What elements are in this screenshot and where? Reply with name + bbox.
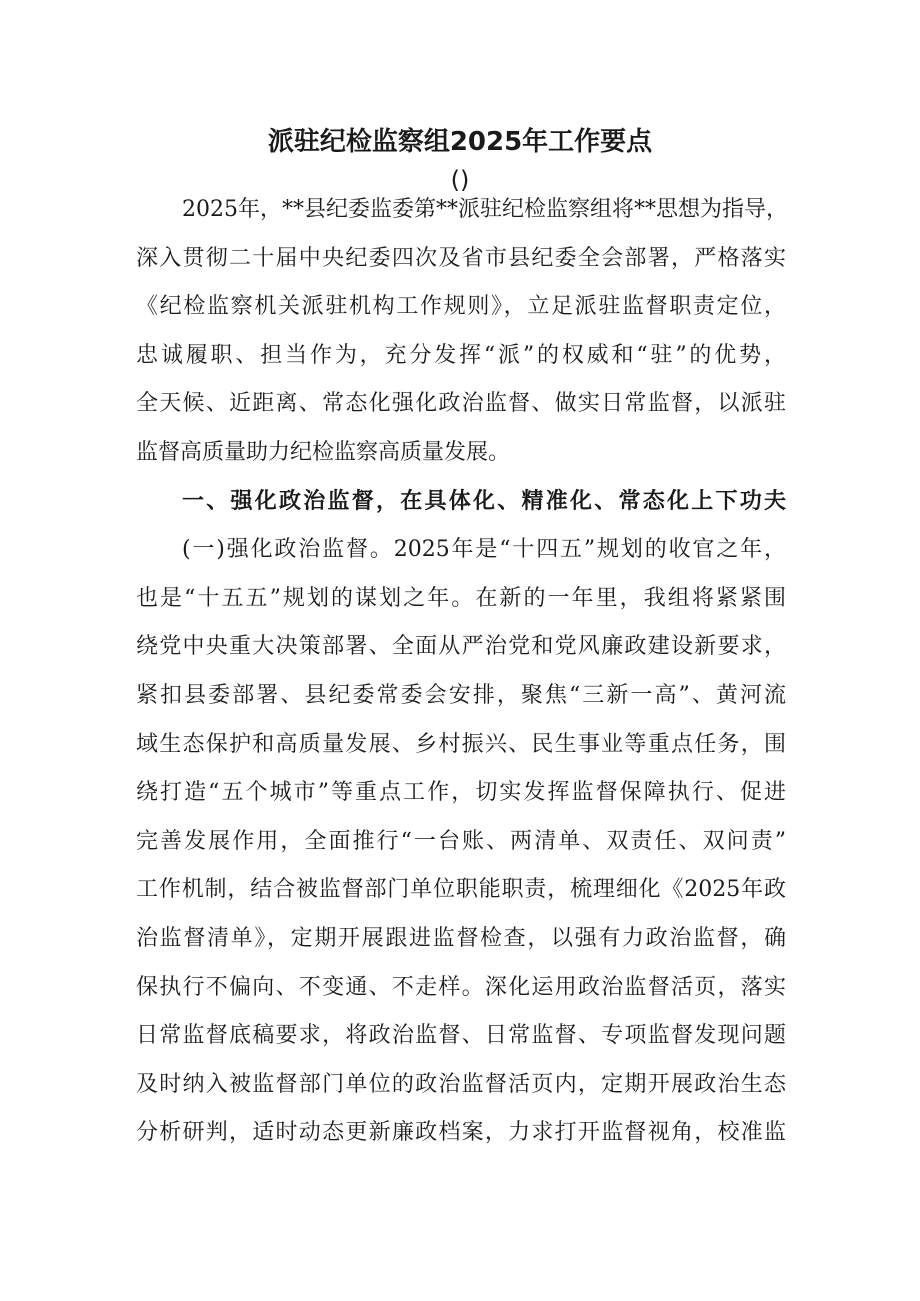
paragraph-line: 治监督清单》，定期开展跟进监督检查，以强有力政治监督，确 (136, 925, 786, 951)
paragraph-line: 也是“十五五”规划的谋划之年。在新的一年里，我组将紧紧围 (136, 585, 786, 611)
section-heading: 一、强化政治监督，在具体化、精准化、常态化上下功夫 (182, 488, 786, 514)
paragraph-line: 日常监督底稿要求，将政治监督、日常监督、专项监督发现问题 (136, 1023, 786, 1049)
paragraph-line: 绕党中央重大决策部署、全面从严治党和党风廉政建设新要求， (136, 634, 786, 660)
paragraph-line: 分析研判，适时动态更新廉政档案，力求打开监督视角，校准监 (136, 1120, 786, 1146)
paragraph-line: 《纪检监察机关派驻机构工作规则》，立足派驻监督职责定位， (136, 294, 786, 320)
paragraph-line: 保执行不偏向、不变通、不走样。深化运用政治监督活页，落实 (136, 974, 786, 1000)
paragraph-line: 忠诚履职、担当作为，充分发挥“派”的权威和“驻”的优势， (136, 342, 786, 368)
paragraph-line: 2025年，**县纪委监委第**派驻纪检监察组将**思想为指导， (182, 197, 788, 222)
paragraph-line: 深入贯彻二十届中央纪委四次及省市县纪委全会部署，严格落实 (136, 245, 786, 271)
paragraph-line: (一)强化政治监督。2025年是“十四五”规划的收官之年， (182, 537, 786, 563)
paragraph-line: 域生态保护和高质量发展、乡村振兴、民生事业等重点任务，围 (136, 731, 786, 757)
document-body (136, 186, 786, 1158)
paragraph-line: 紧扣县委部署、县纪委常委会安排，聚焦“三新一高”、黄河流 (136, 682, 786, 708)
paragraph-line: 完善发展作用，全面推行“一台账、两清单、双责任、双问责” (136, 828, 786, 854)
document-subtitle: () (450, 166, 470, 194)
paragraph-line: 及时纳入被监督部门单位的政治监督活页内，定期开展政治生态 (136, 1071, 786, 1097)
paragraph-line: 全天候、近距离、常态化强化政治监督、做实日常监督，以派驻 (136, 391, 786, 417)
paragraph-line: 工作机制，结合被监督部门单位职能职责，梳理细化《2025年政 (136, 877, 786, 903)
document-title: 派驻纪检监察组2025年工作要点 (267, 127, 653, 157)
paragraph-line: 监督高质量助力纪检监察高质量发展。 (136, 439, 511, 465)
paragraph-line: 绕打造“五个城市”等重点工作，切实发挥监督保障执行、促进 (136, 780, 786, 806)
